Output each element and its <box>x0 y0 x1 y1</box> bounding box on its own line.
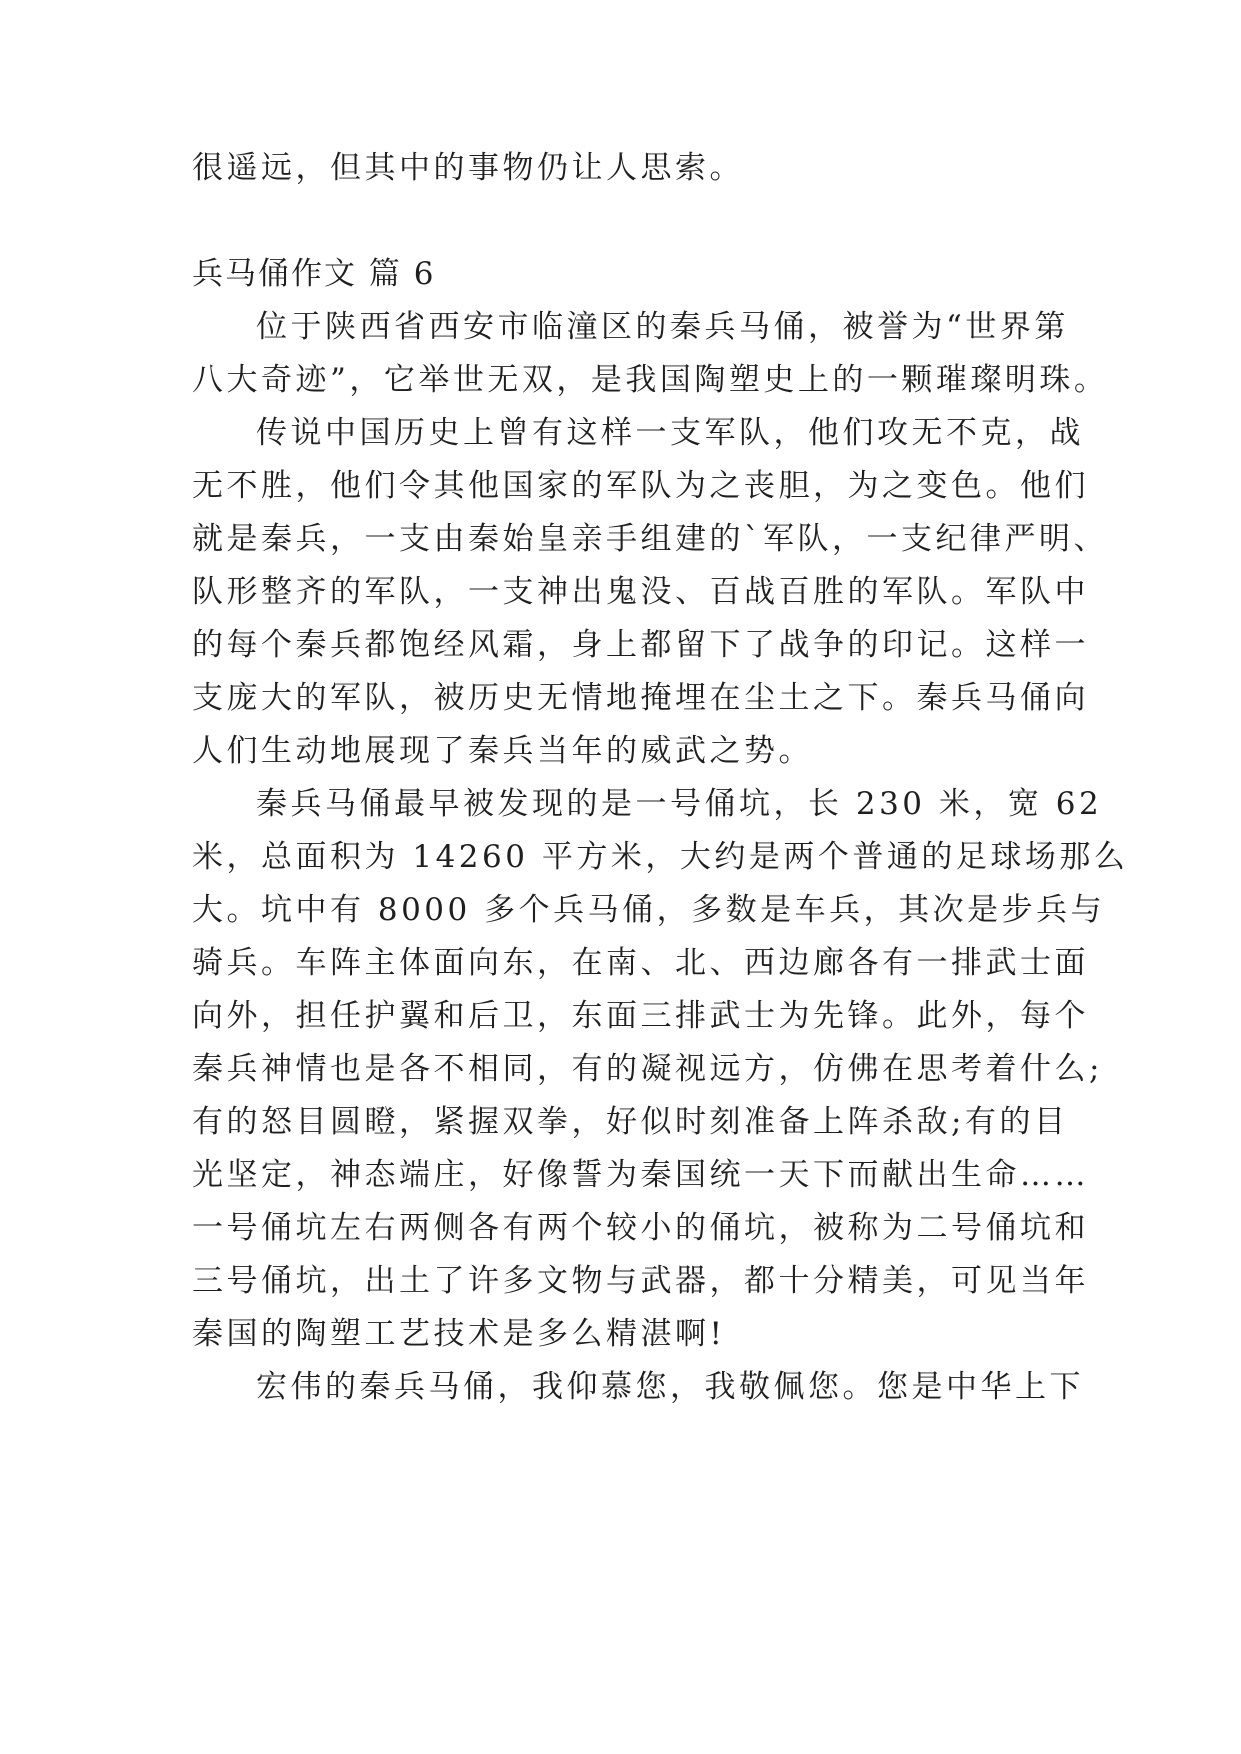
paragraph-line: 秦国的陶塑工艺技术是多么精湛啊! <box>192 1316 726 1352</box>
paragraph-line: 传说中国历史上曾有这样一支军队，他们攻无不克，战 <box>256 415 1084 451</box>
paragraph-line: 就是秦兵，一支由秦始皇亲手组建的`军队，一支纪律严明、 <box>192 521 1108 557</box>
paragraph-line: 宏伟的秦兵马俑，我仰慕您，我敬佩您。您是中华上下 <box>256 1369 1084 1405</box>
paragraph-line: 位于陕西省西安市临潼区的秦兵马俑，被誉为“世界第 <box>256 309 1069 345</box>
paragraph-line: 人们生动地展现了秦兵当年的威武之势。 <box>192 733 813 769</box>
paragraph-line: 秦兵神情也是各不相同，有的凝视远方，仿佛在思考着什么; <box>192 1051 1103 1087</box>
paragraph-line: 很遥远，但其中的事物仍让人思索。 <box>192 150 744 186</box>
section-heading: 兵马俑作文 篇 6 <box>192 256 436 292</box>
paragraph-line: 向外，担任护翼和后卫，东面三排武士为先锋。此外，每个 <box>192 998 1089 1034</box>
paragraph-line: 秦兵马俑最早被发现的是一号俑坑，长 230 米，宽 62 <box>256 786 1103 822</box>
paragraph-line: 一号俑坑左右两侧各有两个较小的俑坑，被称为二号俑坑和 <box>192 1210 1089 1246</box>
paragraph-line: 的每个秦兵都饱经风霜，身上都留下了战争的印记。这样一 <box>192 627 1089 663</box>
paragraph-line: 八大奇迹”，它举世无双，是我国陶塑史上的一颗璀璨明珠。 <box>192 362 1109 398</box>
paragraph-line: 骑兵。车阵主体面向东，在南、北、西边廊各有一排武士面 <box>192 945 1089 981</box>
paragraph-line: 光坚定，神态端庄，好像誓为秦国统一天下而献出生命…… <box>192 1157 1089 1193</box>
paragraph-line: 有的怒目圆瞪，紧握双拳，好似时刻准备上阵杀敌;有的目 <box>192 1104 1069 1140</box>
paragraph-line: 米，总面积为 14260 平方米，大约是两个普通的足球场那么 <box>192 839 1129 875</box>
paragraph-line: 大。坑中有 8000 多个兵马俑，多数是车兵，其次是步兵与 <box>192 892 1106 928</box>
paragraph-line: 无不胜，他们令其他国家的军队为之丧胆，为之变色。他们 <box>192 468 1089 504</box>
paragraph-line: 队形整齐的军队，一支神出鬼没、百战百胜的军队。军队中 <box>192 574 1089 610</box>
paragraph-line: 三号俑坑，出土了许多文物与武器，都十分精美，可见当年 <box>192 1263 1089 1299</box>
paragraph-line: 支庞大的军队，被历史无情地掩埋在尘土之下。秦兵马俑向 <box>192 680 1089 716</box>
